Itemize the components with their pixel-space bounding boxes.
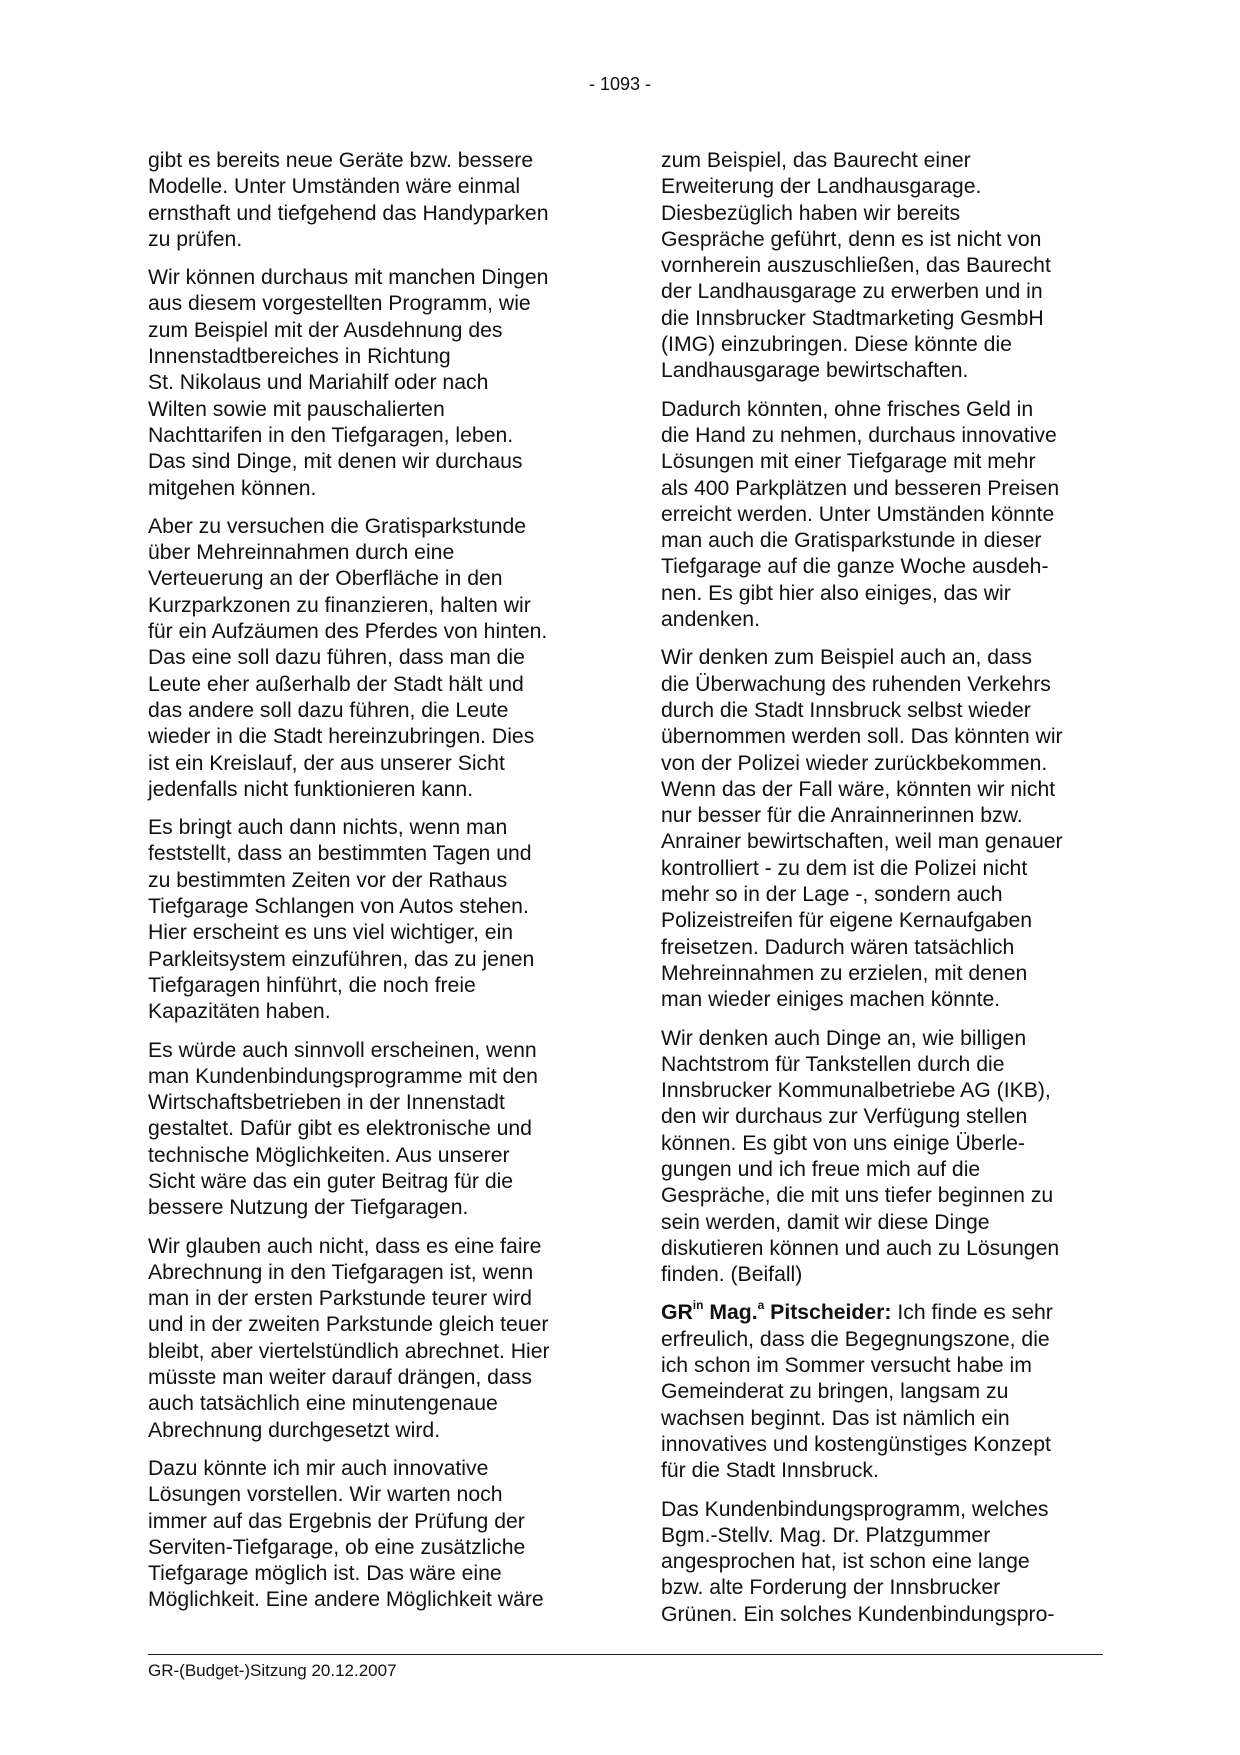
paragraph: Wir glauben auch nicht, dass es eine faire Abrechnung in den Tiefgaragen ist, wenn man in der ersten Parkstunde teurer wird und in der zweiten Parkstunde gleich teuer bleibt, aber viertelstündlich abrechnet. Hier müsste man weiter darauf drängen, dass auch tatsächlich eine minutengenaue Abrechnung durchgesetzt wird. xyxy=(148,1234,550,1442)
paragraph: Aber zu versuchen die Gratisparkstunde über Mehreinnahmen durch eine Verteuerung an der Oberfläche in den Kurzparkzonen zu finanzieren, halten wir für ein Aufzäumen des Pferdes von hinten. Das eine soll dazu führen, dass man die Leute eher außerhalb der Stadt hält und das andere soll dazu führen, die Leute wieder in die Stadt hereinzubringen. Dies ist ein Kreislauf, der aus unserer Sicht jedenfalls nicht funktionieren kann. xyxy=(148,514,548,801)
speaker-title-mag: Mag. xyxy=(703,1301,758,1325)
left-column xyxy=(148,148,588,1626)
paragraph: Es würde auch sinnvoll erscheinen, wenn man Kundenbindungsprogramme mit den Wirtschaftsbetrieben in der Innenstadt gestaltet. Dafür gibt es elektronische und technische Möglichkeiten. Aus unserer Sicht wäre das ein guter Beitrag für die bessere Nutzung der Tiefgaragen. xyxy=(148,1038,538,1220)
speaker-title-gr-sup: in xyxy=(692,1298,704,1313)
paragraph: Das Kundenbindungsprogramm, welches Bgm.-Stellv. Mag. Dr. Platzgummer angesprochen hat, ist schon eine lange bzw. alte Forderung der Innsbrucker Grünen. Ein solches Kundenbindungspro- xyxy=(661,1497,1055,1626)
paragraph: zum Beispiel, das Baurecht einer Erweiterung der Landhausgarage. Diesbezüglich haben wir bereits Gespräche geführt, denn es ist nicht von vornherein auszuschließen, das Baurecht der Landhausgarage zu erwerben und in die Innsbrucker Stadtmarketing GesmbH (IMG) einzubringen. Diese könnte die Landhausgarage bewirtschaften. xyxy=(661,149,1051,383)
speaker-title-mag-sup: a xyxy=(757,1298,765,1313)
speaker-title-gr: GR xyxy=(661,1301,693,1325)
paragraph: Wir denken zum Beispiel auch an, dass die Überwachung des ruhenden Verkehrs durch die Stadt Innsbruck selbst wieder übernommen werden soll. Das könnten wir von der Polizei wieder zurückbekommen. Wenn das der Fall wäre, könnten wir nicht nur besser für die Anrainnerinnen bzw. Anrainer bewirtschaften, weil man genauer kontrolliert - zu dem ist die Polizei nicht mehr so in der Lage -, sondern auch Polizeistreifen für eigene Kernaufgaben freisetzen. Dadurch wären tatsächlich Mehreinnahmen zu erzielen, mit denen man wieder einiges machen könnte. xyxy=(661,646,1063,1012)
right-column xyxy=(661,148,1101,1640)
paragraph: Dadurch könnten, ohne frisches Geld in die Hand zu nehmen, durchaus innovative Lösungen mit einer Tiefgarage mit mehr als 400 Parkplätzen und besseren Preisen erreicht werden. Unter Umständen könnte man auch die Gratisparkstunde in dieser Tiefgarage auf die ganze Woche ausdeh- nen. Es gibt hier also einiges, das wir andenken. xyxy=(661,397,1060,632)
speaker-surname: Pitscheider: xyxy=(764,1301,892,1325)
paragraph: Es bringt auch dann nichts, wenn man feststellt, dass an bestimmten Tagen und zu bestimmten Zeiten vor der Rathaus Tiefgarage Schlangen von Autos stehen. Hier erscheint es uns viel wichtiger, ein Parkleitsystem einzuführen, das zu jenen Tiefgaragen hinführt, die noch freie Kapazitäten haben. xyxy=(148,816,535,1024)
speaker-name xyxy=(661,1298,892,1325)
paragraph: gibt es bereits neue Geräte bzw. bessere Modelle. Unter Umständen wäre einmal ernsthaft und tiefgehend das Handyparken zu prüfen. xyxy=(148,149,549,251)
footer-session-label: GR-(Budget-)Sitzung 20.12.2007 xyxy=(148,1661,397,1680)
footer-divider xyxy=(148,1654,1103,1655)
paragraph: Dazu könnte ich mir auch innovative Lösungen vorstellen. Wir warten noch immer auf das Ergebnis der Prüfung der Serviten-Tiefgarage, ob eine zusätzliche Tiefgarage möglich ist. Das wäre eine Möglichkeit. Eine andere Möglichkeit wäre xyxy=(148,1456,544,1612)
page-number: - 1093 - xyxy=(588,74,652,94)
paragraph: Wir können durchaus mit manchen Dingen aus diesem vorgestellten Programm, wie zum Beispiel mit der Ausdehnung des Innenstadtbereiches in Richtung St. Nikolaus und Mariahilf oder nach Wilten sowie mit pauschalierten Nachttarifen in den Tiefgaragen, leben. Das sind Dinge, mit denen wir durchaus mitgehen können. xyxy=(148,266,549,500)
paragraph: Wir denken auch Dinge an, wie billigen Nachtstrom für Tankstellen durch die Innsbrucker Kommunalbetriebe AG (IKB), den wir durchaus zur Verfügung stellen können. Es gibt von uns einige Überle- gungen und ich freue mich auf die Gespräche, die mit uns tiefer beginnen zu sein werden, damit wir diese Dinge diskutieren können und auch zu Lösungen finden. (Beifall) xyxy=(661,1026,1060,1287)
speaker-paragraph xyxy=(661,1300,1101,1484)
speaker-text: Ich finde es sehr erfreulich, dass die Begegnungszone, die ich schon im Sommer versucht habe im Gemeinderat zu bringen, langsam zu wachsen beginnt. Das ist nämlich ein innovatives und kostengünstiges Konzept für die Stadt Innsbruck. xyxy=(661,1301,1053,1483)
